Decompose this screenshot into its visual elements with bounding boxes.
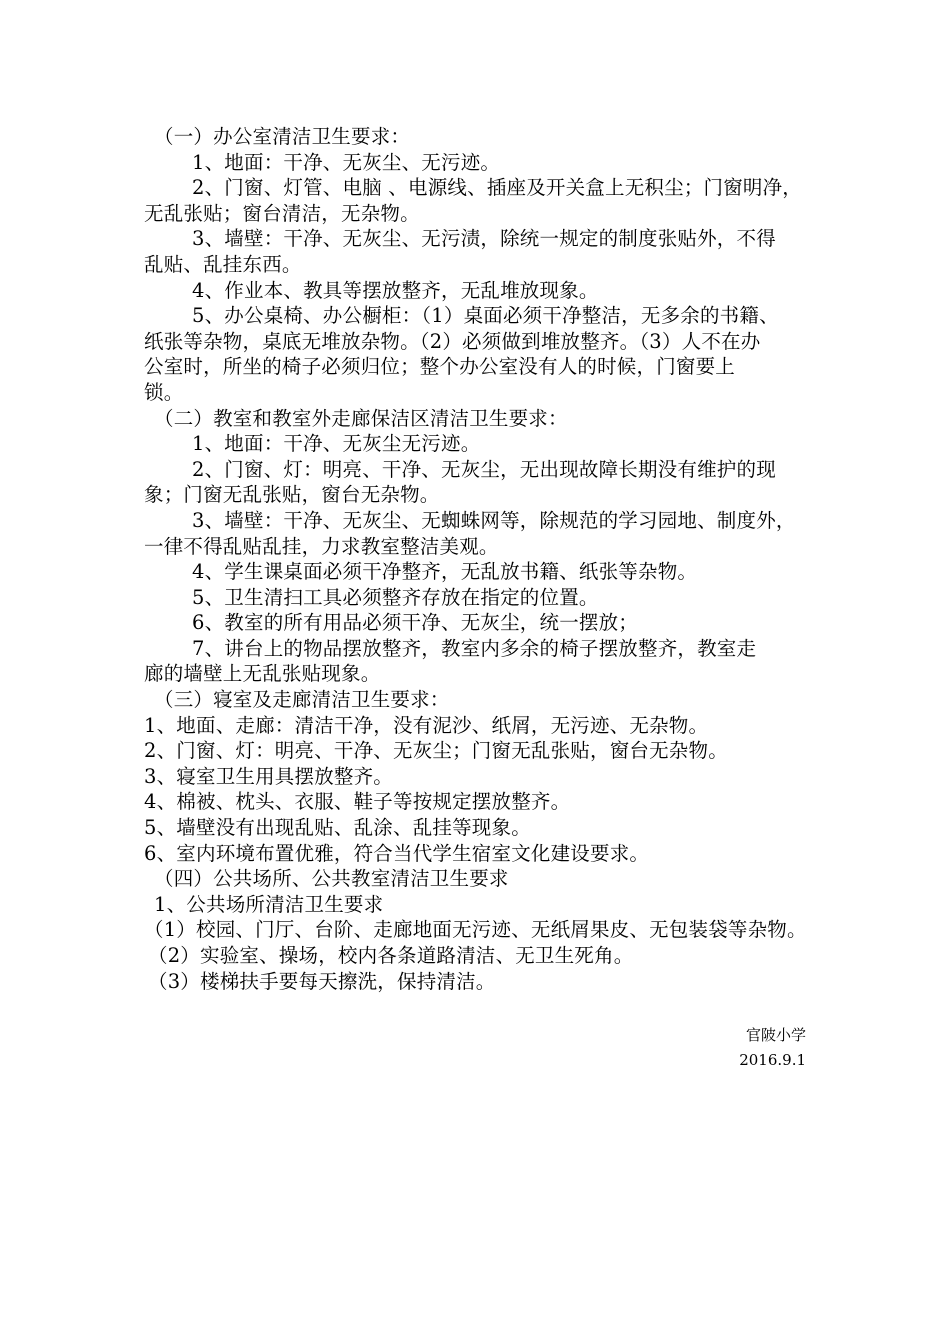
- office-item-windows-cont: 无乱张贴；窗台清洁，无杂物。: [144, 201, 420, 225]
- dorm-item-supplies: 3、寝室卫生用具摆放整齐。: [144, 764, 394, 788]
- classroom-item-walls: 3、墙壁：干净、无灰尘、无蜘蛛网等，除规范的学习园地、制度外，: [192, 508, 796, 532]
- office-item-desks-cont-2: 公室时，所坐的椅子必须归位；整个办公室没有人的时候，门窗要上: [144, 355, 736, 379]
- office-item-homework: 4、作业本、教具等摆放整齐，无乱堆放现象。: [192, 278, 599, 302]
- dorm-item-environment: 6、室内环境布置优雅，符合当代学生宿室文化建设要求。: [144, 841, 650, 865]
- office-item-desks-cont-1: 纸张等杂物，桌底无堆放杂物。（2）必须做到堆放整齐。（3）人不在办: [144, 329, 761, 353]
- office-item-walls: 3、墙壁：干净、无灰尘、无污渍，除统一规定的制度张贴外，不得: [192, 227, 776, 251]
- public-item-campus: （1）校园、门厅、台阶、走廊地面无污迹、无纸屑果皮、无包装袋等杂物。: [144, 918, 807, 942]
- school-name: 官陂小学: [745, 1026, 806, 1044]
- office-item-desks-cont-3: 锁。: [144, 380, 184, 404]
- dorm-item-windows: 2、门窗、灯：明亮、干净、无灰尘；门窗无乱张贴，窗台无杂物。: [144, 739, 728, 763]
- public-item-lab: （2）实验室、操场，校内各条道路清洁、无卫生死角。: [148, 944, 634, 967]
- section-heading-public: （四）公共场所、公共教室清洁卫生要求: [154, 867, 509, 891]
- classroom-item-windows-cont: 象；门窗无乱张贴，窗台无杂物。: [144, 483, 440, 507]
- classroom-item-windows: 2、门窗、灯：明亮、干净、无灰尘，无出现故障长期没有维护的现: [192, 457, 776, 481]
- office-item-windows: 2、门窗、灯管、电脑 、电源线、插座及开关盒上无积尘；门窗明净，: [192, 176, 803, 200]
- dorm-item-bedding: 4、棉被、枕头、衣服、鞋子等按规定摆放整齐。: [144, 790, 571, 814]
- classroom-item-supplies: 6、教室的所有用品必须干净、无灰尘，统一摆放；: [192, 611, 639, 635]
- section-heading-dormitory: （三）寝室及走廊清洁卫生要求：: [154, 688, 450, 712]
- office-item-walls-cont: 乱贴、乱挂东西。: [144, 252, 302, 276]
- classroom-item-tools: 5、卫生清扫工具必须整齐存放在指定的位置。: [192, 585, 599, 609]
- classroom-item-podium-cont: 廊的墙壁上无乱张贴现象。: [144, 662, 381, 686]
- document-date: 2016.9.1: [739, 1051, 806, 1069]
- dorm-item-floor: 1、地面、走廊：清洁干净，没有泥沙、纸屑，无污迹、无杂物。: [144, 713, 709, 737]
- office-item-desks: 5、办公桌椅、办公橱柜：（1）桌面必须干净整洁，无多余的书籍、: [192, 304, 779, 328]
- document-body: [144, 124, 834, 994]
- classroom-item-desks: 4、学生课桌面必须干净整齐，无乱放书籍、纸张等杂物。: [192, 560, 698, 584]
- section-heading-classroom: （二）教室和教室外走廊保洁区清洁卫生要求：: [154, 406, 568, 430]
- public-item-stairs: （3）楼梯扶手要每天擦洗，保持清洁。: [148, 969, 496, 993]
- classroom-item-podium: 7、讲台上的物品摆放整齐，教室内多余的椅子摆放整齐，教室走: [192, 636, 757, 660]
- dorm-item-walls: 5、墙壁没有出现乱贴、乱涂、乱挂等现象。: [144, 816, 531, 840]
- office-item-floor: 1、地面：干净、无灰尘、无污迹。: [192, 150, 501, 174]
- public-subheading: 1、公共场所清洁卫生要求: [154, 892, 384, 916]
- classroom-item-floor: 1、地面：干净、无灰尘无污迹。: [192, 432, 481, 456]
- section-heading-office: （一）办公室清洁卫生要求：: [154, 125, 411, 148]
- signature-block: [739, 1023, 806, 1073]
- classroom-item-walls-cont: 一律不得乱贴乱挂，力求教室整洁美观。: [144, 534, 499, 558]
